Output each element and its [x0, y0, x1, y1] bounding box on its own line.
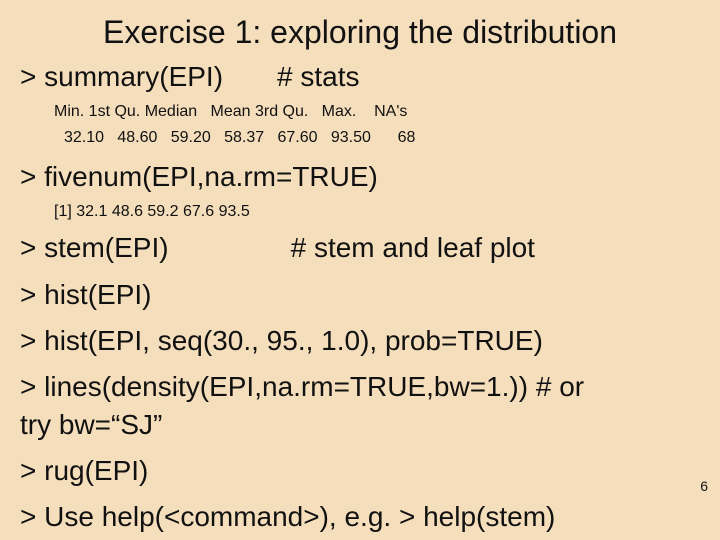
- slide-title: Exercise 1: exploring the distribution: [102, 14, 618, 50]
- lines-command: > lines(density(EPI,na.rm=TRUE,bw=1.)) # or: [20, 371, 585, 402]
- page-number: 6: [700, 478, 708, 494]
- stem-comment: # stem and leaf plot: [290, 232, 535, 263]
- summary-command-line: [20, 60, 360, 94]
- hist-command: > hist(EPI): [20, 279, 152, 310]
- summary-command: > summary(EPI): [20, 61, 224, 92]
- stem-command-line: [20, 231, 535, 265]
- stem-command: > stem(EPI): [20, 232, 169, 263]
- summary-comment: # stats: [277, 61, 360, 92]
- summary-values: 32.10 48.60 59.20 58.37 67.60 93.50 68: [64, 129, 416, 146]
- hist-seq-command: > hist(EPI, seq(30., 95., 1.0), prob=TRUE): [20, 325, 543, 356]
- fivenum-command: > fivenum(EPI,na.rm=TRUE): [20, 161, 378, 192]
- help-command: > Use help(<command>), e.g. > help(stem): [20, 501, 556, 532]
- rug-command: > rug(EPI): [20, 455, 149, 486]
- summary-header: Min. 1st Qu. Median Mean 3rd Qu. Max. NA's: [54, 103, 408, 120]
- fivenum-output: [1] 32.1 48.6 59.2 67.6 93.5: [54, 203, 250, 220]
- lines-command-continuation: try bw=“SJ”: [20, 409, 163, 440]
